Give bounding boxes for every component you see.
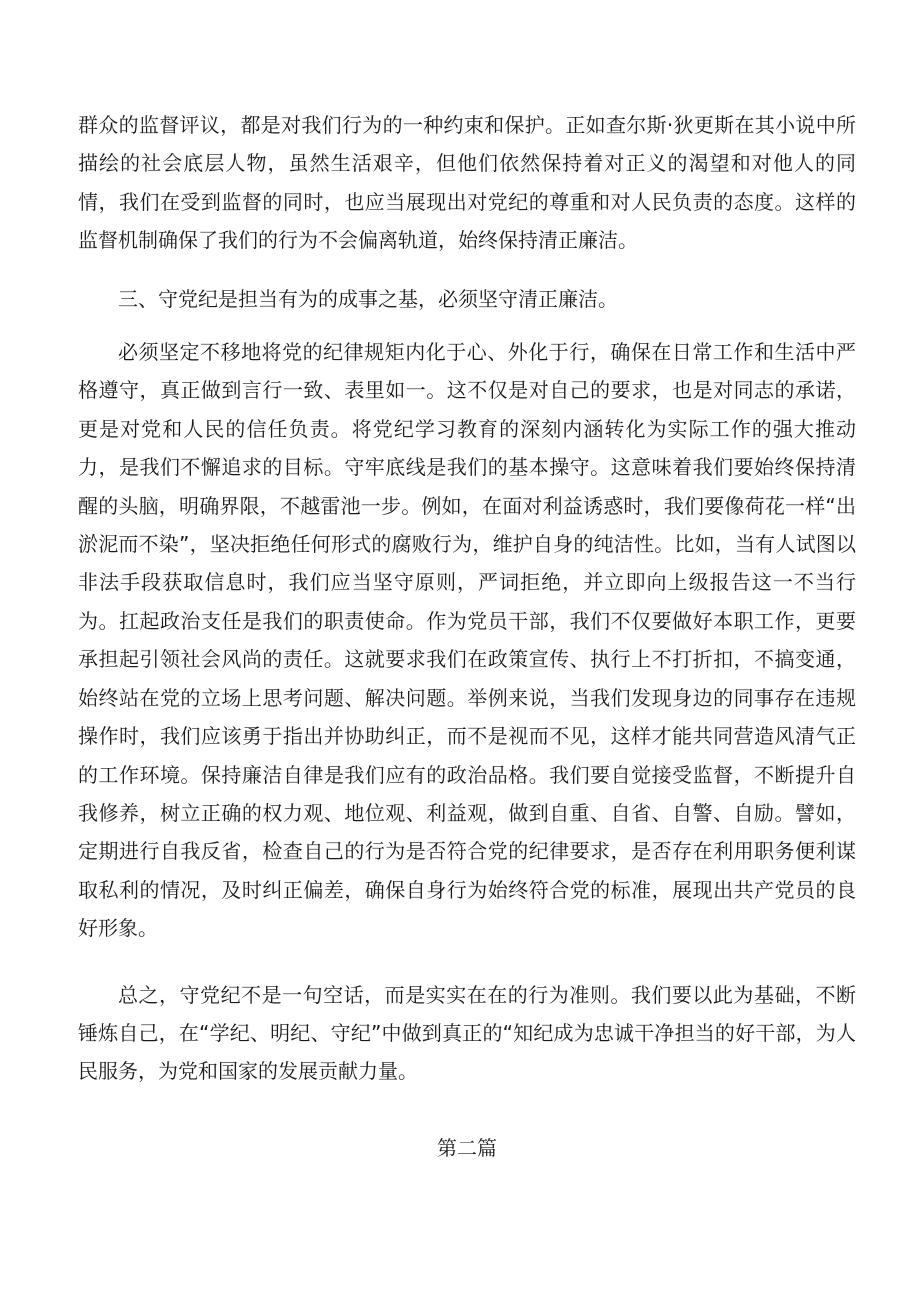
conclusion-paragraph: 总之，守党纪不是一句空话，而是实实在在的行为准则。我们要以此为基础，不断锤炼自己，在“学纪、明纪、守纪”中做到真正的“知纪成为忠诚干净担当的好干部，为人民服务，为党和国家的发展贡献力量。 xyxy=(78,982,856,1084)
part-title: 第二篇 xyxy=(437,1135,497,1160)
body-paragraph: 必须坚定不移地将党的纪律规矩内化于心、外化于行，确保在日常工作和生活中严格遵守，真正做到言行一致、表里如一。这不仅是对自己的要求，也是对同志的承诺，更是对党和人民的信任负责。将党纪学习教育的深刻内涵转化为实际工作的强大推动力，是我们不懈追求的目标。守牢底线是我们的基本操守。这意味着我们要始终保持清醒的头脑，明确界限，不越雷池一步。例如，在面对利益诱惑时，我们要像荷花一样“出淤泥而不染”，坚决拒绝任何形式的腐败行为，维护自身的纯洁性。比如，当有人试图以非法手段获取信息时，我们应当坚守原则，严词拒绝，并立即向上级报告这一不当行为。扛起政治支任是我们的职责使命。作为党员干部，我们不仅要做好本职工作，更要承担起引领社会风尚的责任。这就要求我们在政策宣传、执行上不打折扣，不搞变通，始终站在党的立场上思考问题、解决问题。举例来说，当我们发现身边的同事存在违规操作时，我们应该勇于指出并协助纠正，而不是视而不见，这样才能共同营造风清气正的工作环境。保持廉洁自律是我们应有的政治品格。我们要自觉接受监督，不断提升自我修养，树立正确的权力观、地位观、利益观，做到自重、自省、自警、自励。譬如，定期进行自我反省，检查自己的行为是否符合党的纪律要求，是否存在利用职务便利谋取私利的情况，及时纠正偏差，确保自身行为始终符合党的标准，展现出共产党员的良好形象。 xyxy=(78,340,856,941)
section-heading: 三、守党纪是担当有为的成事之基，必须坚守清正廉洁。 xyxy=(118,286,618,311)
body-paragraph-continued: 群众的监督评议，都是对我们行为的一种约束和保护。正如查尔斯·狄更斯在其小说中所描绘的社会底层人物，虽然生活艰辛，但他们依然保持着对正义的渴望和对他人的同情，我们在受到监督的同时，也应当展现出对党纪的尊重和对人民负责的态度。这样的监督机制确保了我们的行为不会偏离轨道，始终保持清正廉洁。 xyxy=(78,113,856,253)
